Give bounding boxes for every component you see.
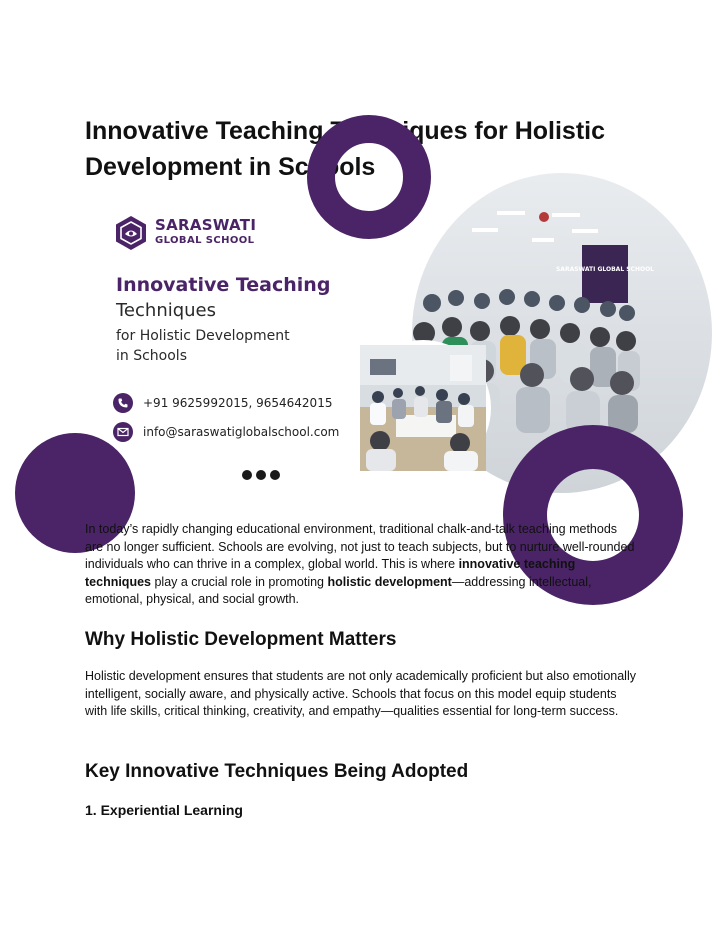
phone-icon	[113, 393, 133, 413]
dot	[270, 470, 280, 480]
banner-subline-2: for Holistic Development	[116, 328, 290, 344]
stage-sign-text: SARASWATI GLOBAL SCHOOL	[555, 266, 655, 273]
page-title: Innovative Teaching Techniques for Holistic Development in Schools	[85, 117, 605, 181]
banner-phone-text: +91 9625992015, 9654642015	[143, 396, 333, 410]
intro-text-1: In today’s rapidly changing educational environment, traditional chalk-and-talk teaching methods are no longer sufficient. Schools are evolving, not just to teach subjects, but to nurture well-rounded individuals who can thrive in a complex, global world. This is where	[85, 522, 635, 571]
intro-bold-2: holistic development	[327, 574, 452, 589]
intro-paragraph	[85, 521, 637, 609]
dot	[242, 470, 252, 480]
intro-text-2: play a crucial role in promoting	[151, 574, 328, 589]
mail-icon	[113, 422, 133, 442]
section-heading-why-holistic: Why Holistic Development Matters	[85, 629, 397, 650]
intro-text-3: —addressing intellectual, emotional, physical, and social growth.	[85, 574, 592, 606]
banner-subline-1: Techniques	[116, 300, 217, 321]
group-activity-photo	[355, 340, 491, 476]
intro-bold-1: innovative teaching techniques	[85, 557, 576, 589]
dot	[256, 470, 266, 480]
school-logo-subtitle: GLOBAL SCHOOL	[155, 235, 255, 246]
subheading-experiential-learning: 1. Experiential Learning	[85, 802, 243, 818]
section-heading-key-techniques: Key Innovative Techniques Being Adopted	[85, 761, 469, 782]
article-banner	[85, 193, 655, 503]
banner-subline-3: in Schools	[116, 348, 187, 364]
more-dots-icon	[242, 470, 280, 480]
banner-email-text: info@saraswatiglobalschool.com	[143, 425, 340, 439]
banner-headline: Innovative Teaching	[116, 274, 331, 296]
group-activity-photo-image	[360, 345, 486, 471]
school-logo-name: SARASWATI	[155, 216, 257, 234]
section-paragraph-why-holistic: Holistic development ensures that students are not only academically proficient but also emotionally intelligent, socially aware, and physically active. Schools that focus on this model equip students with life skills, critical thinking, creativity, and empathy—qualities essential for long-term success.	[85, 669, 636, 718]
school-logo-icon	[113, 215, 149, 251]
